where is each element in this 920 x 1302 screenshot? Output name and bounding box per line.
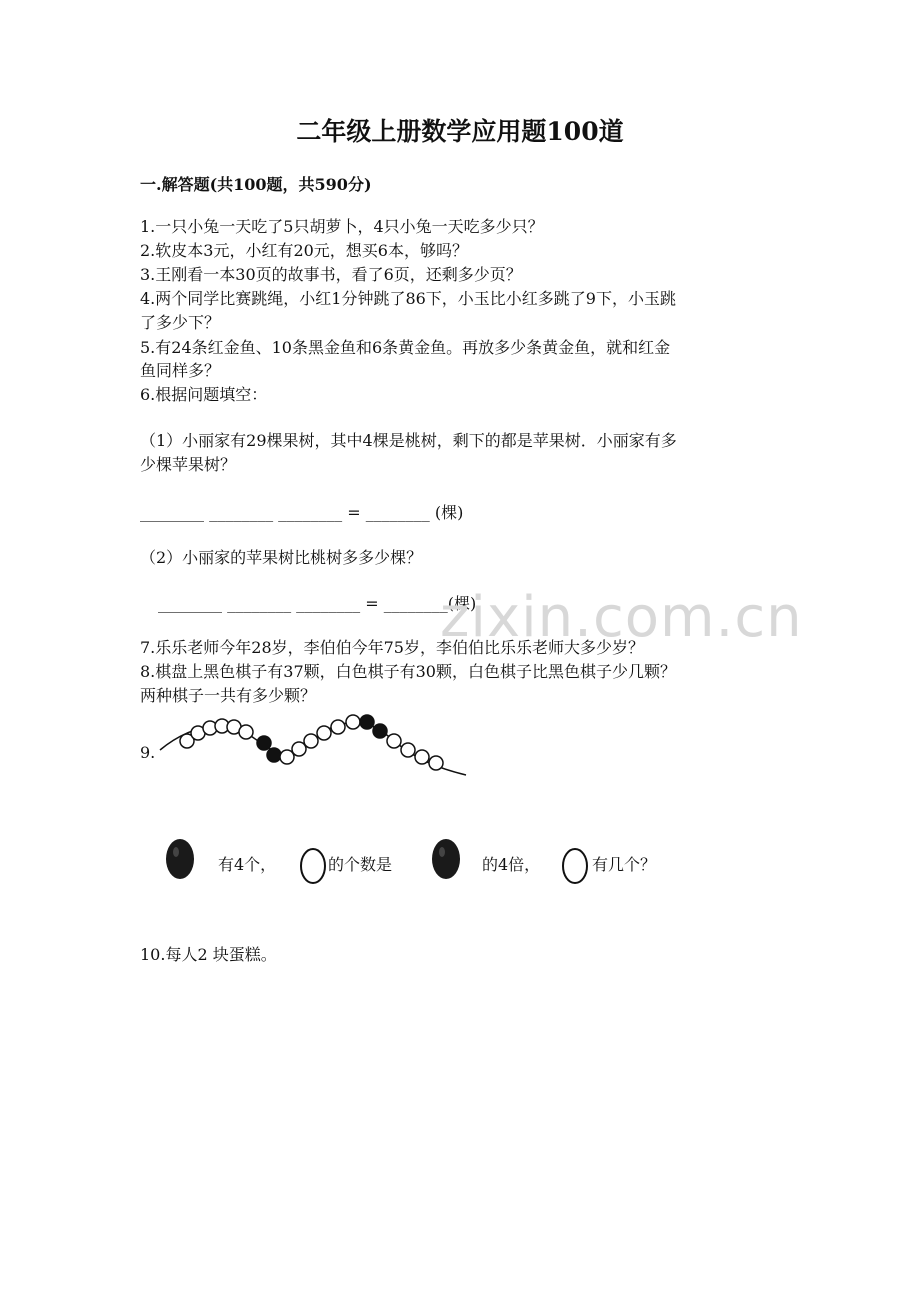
question-8-line-2: 两种棋子一共有多少颗？ [140,686,317,705]
white-bead [304,734,318,748]
black-bead [360,715,374,729]
section-heading: 一.解答题(共100题，共590分) [140,175,372,194]
question-4-line-2: 了多少下？ [140,313,221,332]
q9-text-question: 有几个？ [592,855,657,874]
white-bead-icon [298,846,328,886]
black-bead [267,748,281,762]
question-5-line-1: 5.有24条红金鱼、10条黑金鱼和6条黄金鱼。再放多少条黄金鱼，就和红金 [140,338,671,357]
answer-blanks-2: ________ ________ ________ = ________(棵) [158,594,477,613]
question-1: 1.一只小兔一天吃了5只胡萝卜，4只小兔一天吃多少只？ [140,217,544,236]
q9-text-count: 有4个， [218,855,277,874]
question-2: 2.软皮本3元，小红有20元，想买6本，够吗？ [140,241,468,260]
black-bead-icon [164,836,196,882]
question-6: 6.根据问题填空： [140,385,268,404]
white-bead [331,720,345,734]
question-10: 10.每人2 块蛋糕。 [140,945,277,964]
black-bead [257,736,271,750]
question-6-part-1-line-1: （1）小丽家有29棵果树，其中4棵是桃树，剩下的都是苹果树．小丽家有多 [140,431,677,450]
q9-text-times: 的4倍， [482,855,541,874]
question-4-line-1: 4.两个同学比赛跳绳，小红1分钟跳了86下，小玉比小红多跳了9下，小玉跳 [140,289,676,308]
watermark: zixin.com.cn [440,585,803,650]
question-6-part-2: （2）小丽家的苹果树比桃树多多少棵？ [140,548,423,567]
white-bead [346,715,360,729]
white-bead [317,726,331,740]
white-bead [429,756,443,770]
bead-string-illustration [158,705,470,780]
question-9-number: 9. [140,743,156,762]
white-bead [239,725,253,739]
white-bead-icon [560,846,590,886]
q9-text-ratio: 的个数是 [328,855,393,874]
question-8-line-1: 8.棋盘上黑色棋子有37颗，白色棋子有30颗，白色棋子比黑色棋子少几颗？ [140,662,676,681]
white-bead [387,734,401,748]
white-bead [401,743,415,757]
page-title: 二年级上册数学应用题100道 [296,117,624,146]
question-5-line-2: 鱼同样多？ [140,361,221,380]
question-3: 3.王刚看一本30页的故事书，看了6页，还剩多少页？ [140,265,522,284]
question-6-part-1-line-2: 少棵苹果树？ [140,455,237,474]
black-bead-icon [430,836,462,882]
question-7: 7.乐乐老师今年28岁，李伯伯今年75岁，李伯伯比乐乐老师大多少岁？ [140,638,644,657]
answer-blanks-1: ________ ________ ________ = ________ (棵) [140,503,464,522]
white-bead [415,750,429,764]
question-9-text-row [164,836,684,890]
black-bead [373,724,387,738]
